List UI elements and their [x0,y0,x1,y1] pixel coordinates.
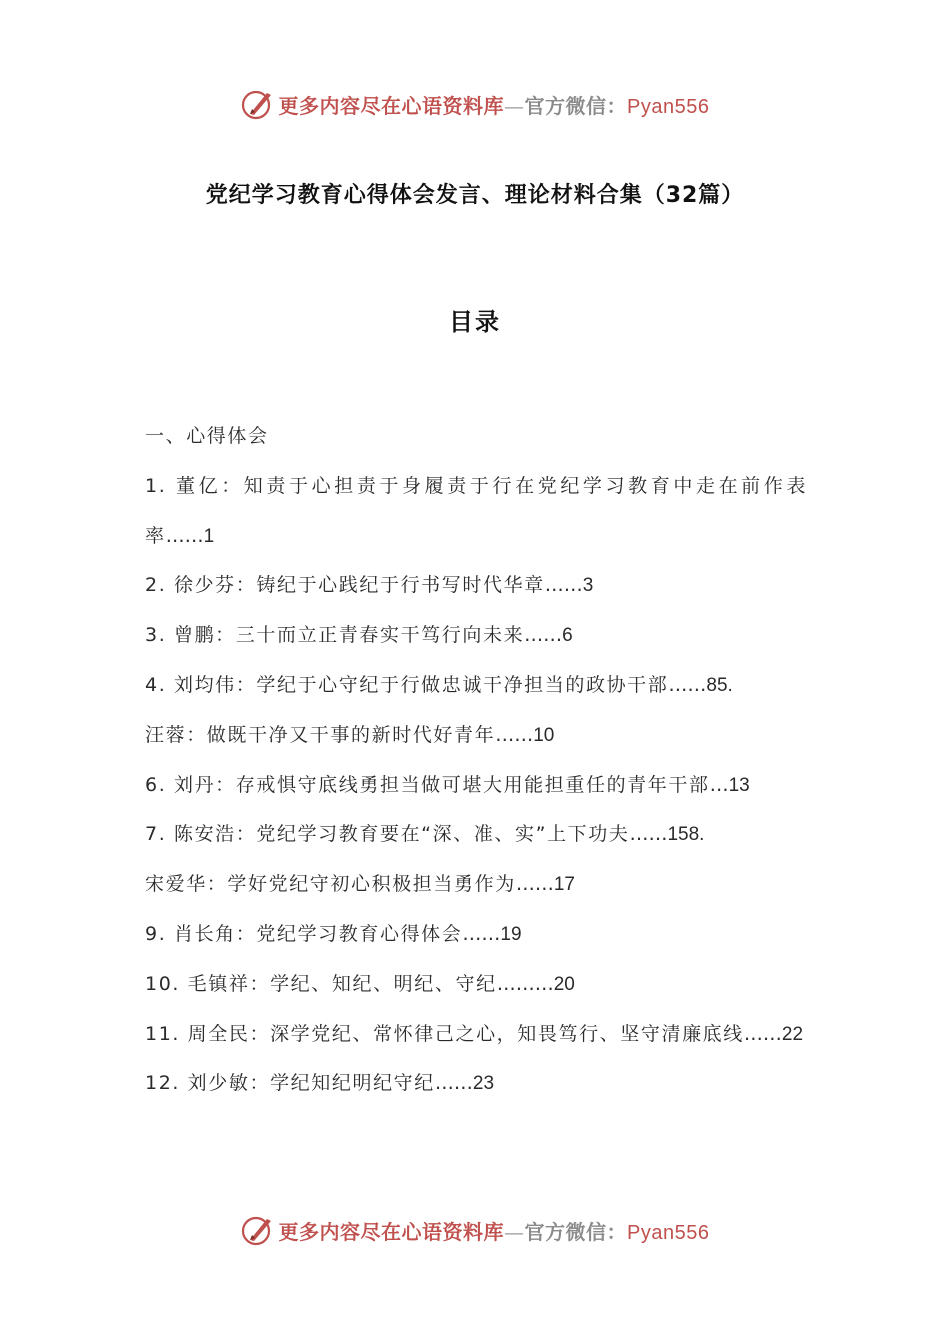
toc-entry-leader: …… [544,574,583,597]
toc-entry-page: 22 [781,1023,804,1045]
toc-entry [145,1059,807,1109]
toc-entry-title: 刘丹：存戒惧守底线勇担当做可堪大用能担重任的青年干部 [173,773,710,796]
toc-entry-title: 汪蓉：做既干净又干事的新时代好青年 [145,723,496,746]
toc-entry-number: 6. [145,773,167,796]
toc-entry-page: 23 [472,1073,495,1095]
toc-entry-number: 9. [145,922,167,945]
toc-entry-leader: ……… [496,972,554,995]
toc-entry-page: 85. [706,674,733,696]
table-of-contents [145,412,807,1109]
toc-entry-title: 宋爱华：学好党纪守初心积极担当勇作为 [145,873,516,896]
toc-entry-title: 陈安浩：党纪学习教育要在“深、准、实”上下功夫 [173,823,630,846]
toc-entry [145,761,807,811]
brand-text: 更多内容尽在心语资料库 [278,1219,505,1244]
toc-entry-leader: …… [743,1022,782,1045]
brand-text: 更多内容尽在心语资料库 [278,93,505,118]
toc-entry-leader: …… [495,723,534,746]
toc-entry-number: 10. [145,972,181,995]
toc-entry-title: 曾鹏：三十而立正青春实干笃行向未来 [173,624,525,647]
toc-entry-page: 13 [728,774,750,796]
toc-entry-title: 刘少敏：学纪知纪明纪守纪 [187,1072,435,1095]
toc-entry-page: 158. [667,824,705,846]
toc-entry [145,711,807,761]
toc-entry [145,1010,807,1060]
toc-section-heading: 一、心得体会 [145,425,269,447]
toc-entry-leader: …… [434,1072,473,1095]
toc-entry-page: 20 [553,973,575,995]
toc-heading: 目录 [449,308,501,336]
toc-entry [145,810,807,860]
watermark-text [279,1216,710,1245]
toc-entry-leader: …… [165,524,204,547]
toc-entry-number: 11. [145,1022,181,1045]
quill-pen-icon [241,87,275,121]
brand-dash: — [504,1219,525,1244]
toc-entry-number: 4. [145,673,167,696]
toc-entry-page: 6 [562,625,573,647]
toc-entry-title: 徐少芬：铸纪于心践纪于行书写时代华章 [173,574,545,597]
toc-entry-title: 周全民：深学党纪、常怀律己之心，知畏笃行、坚守清廉底线 [187,1022,744,1045]
toc-entry-leader: … [709,773,729,796]
toc-entry-page: 19 [500,923,522,945]
toc-entry-title: 肖长角：党纪学习教育心得体会 [173,922,463,945]
toc-entry-page: 10 [533,724,555,746]
toc-entry-number: 12. [145,1072,181,1095]
toc-entry-number: 2. [145,574,167,597]
toc-entry-leader: …… [515,873,554,896]
toc-entry [145,661,807,711]
footer-watermark-banner [0,1210,950,1250]
toc-entry-page: 1 [203,525,215,547]
toc-entry-leader: …… [462,922,501,945]
toc-entry [145,611,807,661]
wechat-id: Pyan556 [627,95,710,118]
brand-dash: — [504,93,525,118]
wechat-label: 官方微信： [524,93,628,118]
toc-entry-number: 3. [145,624,167,647]
toc-entry [145,960,807,1010]
toc-entry-number: 7. [145,823,167,846]
toc-entry [145,561,807,611]
toc-entry [145,860,807,910]
toc-entry-page: 17 [553,874,575,896]
toc-entry-title: 刘均伟：学纪于心守纪于行做忠诚干净担当的政协干部 [173,673,669,696]
toc-entry-leader: …… [668,673,707,696]
toc-entry-leader: …… [524,624,563,647]
toc-entry-page: 3 [582,575,594,597]
toc-entry [145,462,807,562]
document-title: 党纪学习教育心得体会发言、理论材料合集（32篇） [205,183,745,208]
watermark-text [279,90,710,119]
wechat-id: Pyan556 [627,1221,710,1244]
toc-entry-leader: …… [629,823,668,846]
header-watermark-banner [0,84,950,124]
toc-entry-title: 毛镇祥：学纪、知纪、明纪、守纪 [187,972,497,995]
toc-entry-number: 1. [145,474,167,497]
toc-entry-list [145,462,807,1109]
toc-entry-title: 董亿：知责于心担责于身履责于行在党纪学习教育中走在前作表率 [145,474,807,547]
quill-pen-icon [241,1213,275,1247]
wechat-label: 官方微信： [524,1219,628,1244]
toc-entry [145,910,807,960]
